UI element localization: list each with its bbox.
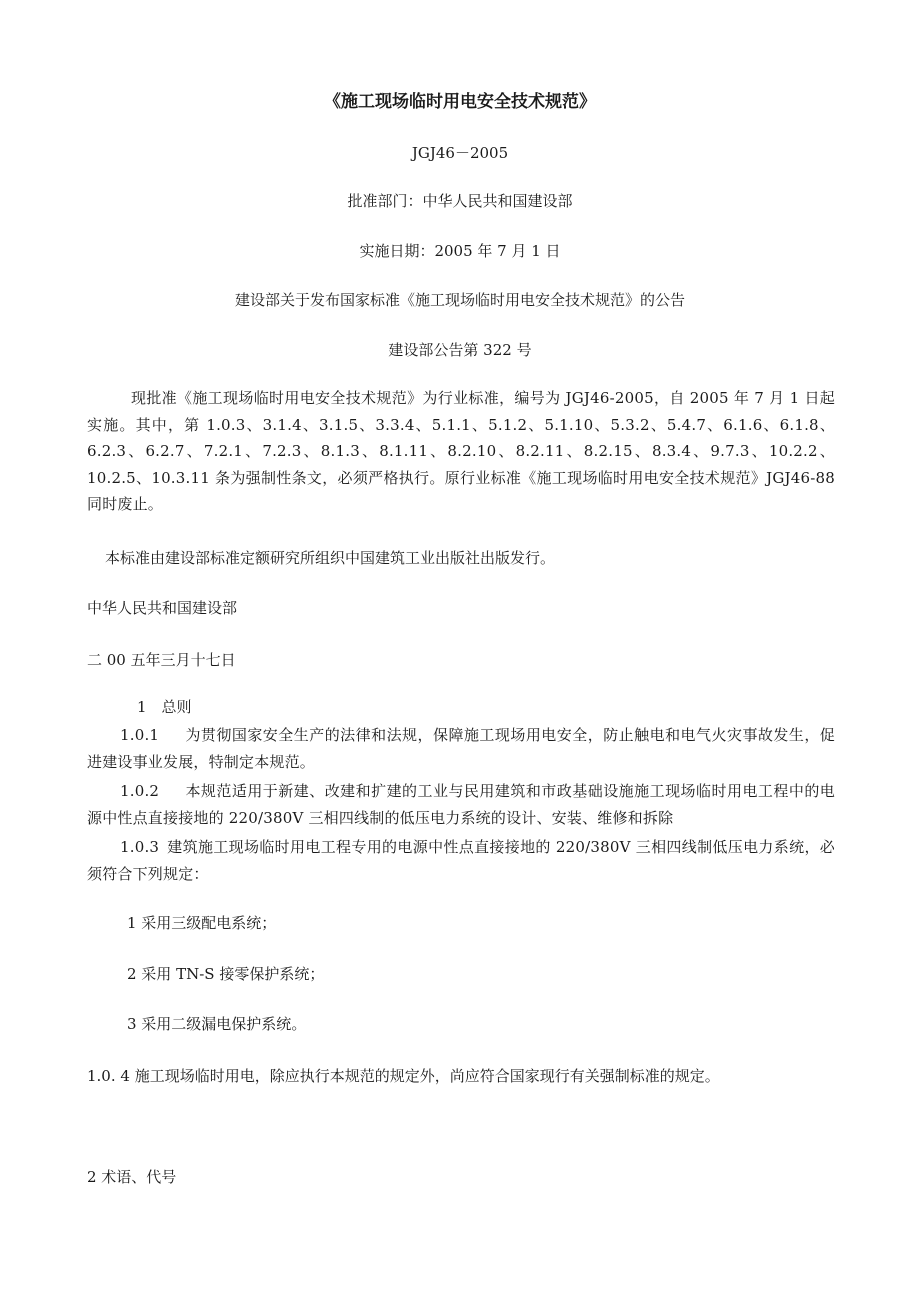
chapter-1-heading: 1 总则 [137, 698, 192, 716]
standard-code: JGJ46－2005 [411, 144, 509, 162]
announcement-title: 建设部关于发布国家标准《施工现场临时用电安全技术规范》的公告 [234, 291, 685, 309]
clause-number: 1.0.2 [120, 782, 160, 800]
clause-1-0-3 [87, 834, 835, 887]
clause-text: 本规范适用于新建、改建和扩建的工业与民用建筑和市政基础设施施工现场临时用电工程中的电源中性点直接接地的 220/380V 三相四线制的低压电力系统的设计、安装、维修和拆除 [87, 782, 835, 827]
clause-1-0-4: 1.0. 4 施工现场临时用电，除应执行本规范的规定外，尚应符合国家现行有关强制标准的规定。 [87, 1067, 720, 1085]
announcement-number: 建设部公告第 322 号 [388, 341, 532, 359]
clause-1-0-2 [87, 778, 835, 831]
announcement-date: 二 00 五年三月十七日 [87, 651, 236, 669]
clause-number: 1.0.3 [120, 838, 160, 856]
announcement-body: 现批准《施工现场临时用电安全技术规范》为行业标准，编号为 JGJ46-2005，自 2005 年 7 月 1 日起实施。其中，第 1.0.3、3.1.4、3.1.5、3.3.4、5.1.1、5.1.2、5.1.10、5.3.2、5.4.7、6.1.6、6.1.8、6.2.3、6.2.7、7.2.1、7.2.3、8.1.3、8.1.11、8.2.10、8.2.11、8.2.15、8.3.4、9.7.3、10.2.2、10.2.5、10.3.11 条为强制性条文，必须严格执行。原行业标准《施工现场临时用电安全技术规范》JGJ46-88 同时废止。 [87, 389, 835, 513]
clause-text: 为贯彻国家安全生产的法律和法规，保障施工现场用电安全，防止触电和电气火灾事故发生，促进建设事业发展，特制定本规范。 [87, 726, 835, 771]
list-item: 3 采用二级漏电保护系统。 [127, 1015, 307, 1033]
effective-date: 实施日期：2005 年 7 月 1 日 [359, 242, 561, 260]
approving-authority: 批准部门：中华人民共和国建设部 [347, 192, 573, 210]
list-item: 2 采用 TN-S 接零保护系统； [127, 965, 325, 983]
clause-number: 1.0.1 [120, 726, 160, 744]
publisher-note: 本标准由建设部标准定额研究所组织中国建筑工业出版社出版发行。 [105, 549, 556, 567]
document-title: 《施工现场临时用电安全技术规范》 [324, 92, 596, 112]
issuing-authority: 中华人民共和国建设部 [87, 599, 238, 617]
list-item: 1 采用三级配电系统； [127, 914, 277, 932]
clause-text: 建筑施工现场临时用电工程专用的电源中性点直接接地的 220/380V 三相四线制低压电力系统，必须符合下列规定： [87, 838, 835, 883]
clause-1-0-1 [87, 722, 835, 775]
chapter-2-heading: 2 术语、代号 [87, 1168, 177, 1186]
